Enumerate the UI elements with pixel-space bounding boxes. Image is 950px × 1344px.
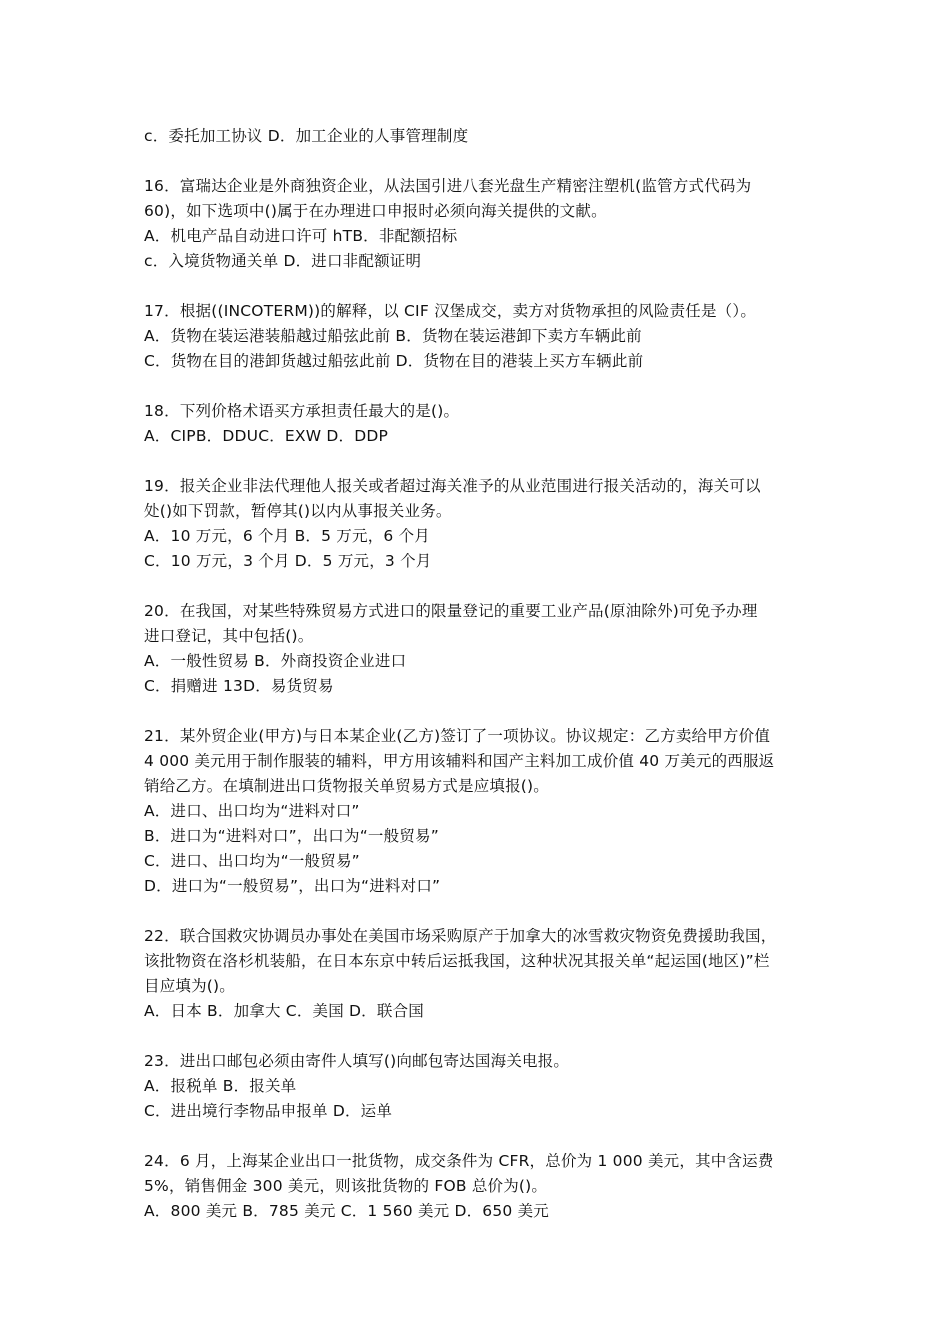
question-block-24 [144,1149,824,1224]
question-stem-line: 该批物资在洛杉机装船，在日本东京中转后运抵我国，这种状况其报关单“起运国(地区)”栏 [144,952,770,970]
option-line: C．货物在目的港卸货越过船弦此前 D．货物在目的港装上买方车辆此前 [144,352,644,370]
option-line: A．一般性贸易 B．外商投资企业进口 [144,652,407,670]
option-line: c．委托加工协议 D．加工企业的人事管理制度 [144,127,469,145]
question-block-22 [144,924,824,1024]
question-stem-line: 18．下列价格术语买方承担责任最大的是()。 [144,402,460,420]
question-stem-line: 处()如下罚款，暂停其()以内从事报关业务。 [144,502,452,520]
question-stem-line: 4 000 美元用于制作服装的辅料，甲方用该辅料和国产主料加工成价值 40 万美元的西服返 [144,752,775,770]
paragraph-gap [144,899,824,924]
option-line: A．报税单 B．报关单 [144,1077,297,1095]
option-line: C．10 万元，3 个月 D．5 万元，3 个月 [144,552,432,570]
option-line: A．CIPB．DDUC．EXW D．DDP [144,427,389,445]
question-stem-line: 21．某外贸企业(甲方)与日本某企业(乙方)签订了一项协议。协议规定：乙方卖给甲方价值 [144,727,771,745]
option-line: B．进口为“进料对口”，出口为“一般贸易” [144,827,439,845]
option-line: A．10 万元，6 个月 B．5 万元，6 个月 [144,527,430,545]
question-block-19 [144,474,824,574]
document-page [144,124,824,1224]
question-stem-line: 22．联合国救灾协调员办事处在美国市场采购原产于加拿大的冰雪救灾物资免费援助我国， [144,927,777,945]
paragraph-gap [144,274,824,299]
paragraph-gap [144,1124,824,1149]
paragraph-gap [144,1024,824,1049]
question-stem-line: 23．进出口邮包必须由寄件人填写()向邮包寄达国海关电报。 [144,1052,570,1070]
option-line: C．进出境行李物品申报单 D．运单 [144,1102,393,1120]
question-block-15-tail [144,124,824,149]
option-line: A．进口、出口均为“进料对口” [144,802,360,820]
question-stem-line: 17．根据((INCOTERM))的解释，以 CIF 汉堡成交，卖方对货物承担的风险责任是（）。 [144,302,757,320]
paragraph-gap [144,449,824,474]
question-stem-line: 进口登记，其中包括()。 [144,627,314,645]
question-block-20 [144,599,824,699]
option-line: A．日本 B．加拿大 C．美国 D．联合国 [144,1002,424,1020]
option-line: D．进口为“一般贸易”，出口为“进料对口” [144,877,441,895]
question-stem-line: 5%，销售佣金 300 美元，则该批货物的 FOB 总价为()。 [144,1177,548,1195]
question-stem-line: 目应填为()。 [144,977,235,995]
option-line: A．货物在装运港装船越过船弦此前 B．货物在装运港卸下卖方车辆此前 [144,327,642,345]
question-block-16 [144,174,824,274]
question-stem-line: 24．6 月，上海某企业出口一批货物，成交条件为 CFR，总价为 1 000 美元，其中含运费 [144,1152,774,1170]
paragraph-gap [144,574,824,599]
question-block-18 [144,399,824,449]
question-block-21 [144,724,824,899]
option-line: C．捐赠进 13D．易货贸易 [144,677,334,695]
option-line: A．机电产品自动进口许可 hTB．非配额招标 [144,227,458,245]
question-block-17 [144,299,824,374]
question-block-23 [144,1049,824,1124]
question-stem-line: 销给乙方。在填制进出口货物报关单贸易方式是应填报()。 [144,777,549,795]
paragraph-gap [144,149,824,174]
question-stem-line: 19．报关企业非法代理他人报关或者超过海关准予的从业范围进行报关活动的，海关可以 [144,477,761,495]
question-stem-line: 60)，如下选项中()属于在办理进口申报时必须向海关提供的文献。 [144,202,607,220]
option-line: C．进口、出口均为“一般贸易” [144,852,360,870]
paragraph-gap [144,374,824,399]
option-line: c．入境货物通关单 D．进口非配额证明 [144,252,422,270]
paragraph-gap [144,699,824,724]
question-stem-line: 16．富瑞达企业是外商独资企业，从法国引进八套光盘生产精密注塑机(监管方式代码为 [144,177,752,195]
option-line: A．800 美元 B．785 美元 C．1 560 美元 D．650 美元 [144,1202,550,1220]
question-stem-line: 20．在我国，对某些特殊贸易方式进口的限量登记的重要工业产品(原油除外)可免予办理 [144,602,758,620]
